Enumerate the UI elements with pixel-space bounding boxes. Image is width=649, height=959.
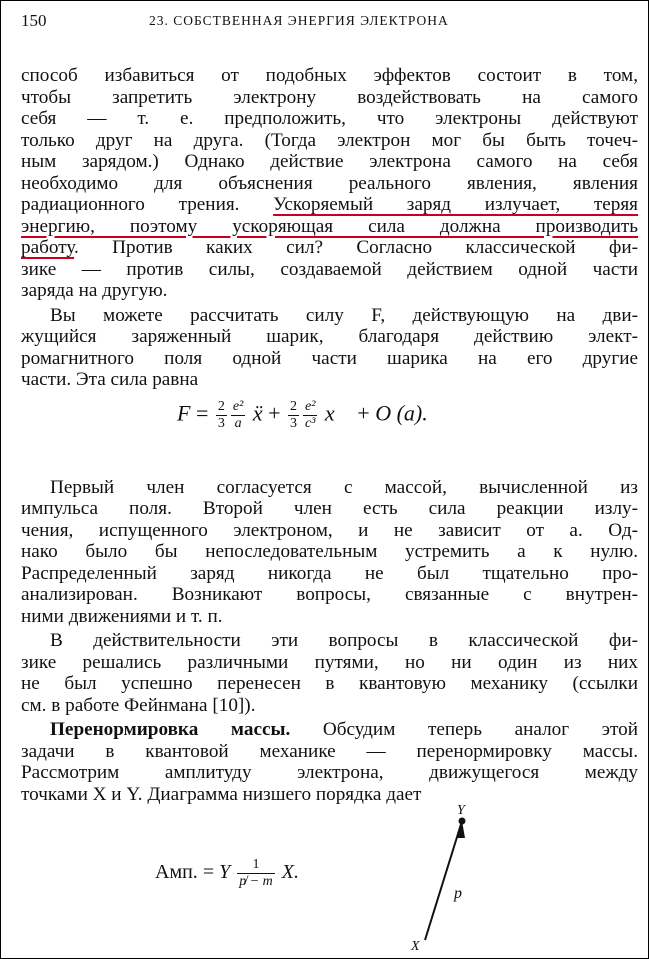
text-line: части. Эта сила равна [21,369,199,390]
text-line: задачи в квантовой механике — перенормировку массы. [21,740,638,762]
paragraph-2 [21,305,638,391]
vertex-dot [459,818,466,825]
text-segment: радиационного трения. [21,194,240,215]
force-formula [177,399,428,443]
text-line: чтобы запретить электрону воздействовать на самого [21,86,638,108]
label-y: Y [457,803,465,818]
underlined-text: Ускоряемый заряд излучает, теряя [273,194,638,215]
text-line: только друг на друга. (Тогда электрон мог бы быть точеч- [21,129,638,151]
underlined-text: энергию, поэтому ускоряющая сила должна производить [21,215,638,237]
text-line [21,194,638,216]
formula-lhs: F [177,400,191,426]
text-line: не был успешно перенесен в квантовую механику (ссылки [21,673,638,694]
text-line: импульса поля. Второй член есть сила реакции излу- [21,498,638,519]
text-line: анализирован. Возникают вопросы, связанные с внутрен- [21,584,638,605]
text-line [21,216,638,238]
fraction [288,399,299,432]
underlined-text: работу [21,237,75,258]
text-line: зике решались различными путями, но ни один из них [21,651,638,673]
text-segment: Обсудим теперь аналог этой [290,719,638,740]
fraction-num: e² [232,399,244,414]
text-line: Распределенный заряд никогда не был тщательно про- [21,562,638,584]
text-line: ними движениями и т. п. [21,605,223,627]
text-line: себя — т. е. предположить, что электроны действуют [21,108,638,129]
amplitude-x: X. [281,861,299,884]
fraction-den: c³ [304,416,316,431]
formula-remainder: O (a). [375,400,428,426]
label-p: p [454,885,462,902]
text-line: необходимо для объяснения реального явления, явления [21,172,638,194]
formula-term: x⃛ [324,400,352,426]
paragraph-3 [21,477,638,628]
text-line: ромагнитного поля одной части шарика на его другие [21,347,638,369]
text-line: ным зарядом.) Однако действие электрона самого на себя [21,151,638,172]
text-line [21,237,638,259]
text-line: см. в работе Фейнмана [10]). [21,694,256,716]
formula-term: ẍ [252,400,263,426]
text-line: точками X и Y. Диаграмма низшего порядка дает [21,783,422,805]
fraction-num: 2 [289,399,297,414]
text-line [21,719,638,741]
text-line: нако было бы непоследовательным устремить a к нулю. [21,541,638,562]
text-line: способ избавиться от подобных эффектов состоит в том, [21,65,638,86]
text-line: заряда на другую. [21,280,168,301]
fraction-den: p̸ − m [239,874,273,889]
running-head: 23. СОБСТВЕННАЯ ЭНЕРГИЯ ЭЛЕКТРОНА [149,13,449,28]
feynman-diagram [401,796,501,956]
propagator-line [425,821,462,940]
formula-plus: + [357,400,370,426]
amplitude-y: Y [219,861,231,884]
paragraph-4 [21,630,638,716]
text-line: Вы можете рассчитать силу F, действующую на дви- [50,304,638,326]
formula-equals: = [195,400,209,426]
page-number: 150 [21,11,47,30]
fraction-den: 3 [289,416,297,431]
fraction-num: 2 [217,399,225,414]
paragraph-5 [21,719,638,805]
label-x: X [411,939,420,954]
text-line: зике — против силы, создаваемой действием одной части [21,258,638,280]
text-line: В действительности эти вопросы в классической фи- [50,630,638,651]
fraction [216,399,227,432]
fraction-num: 1 [237,857,275,874]
fraction [231,399,245,432]
text-segment: . Против каких сил? Согласно классической фи- [74,237,638,258]
section-heading: Перенормировка массы. [50,719,291,740]
amplitude-lhs: Амп. [155,861,198,884]
fraction-den: 3 [217,416,225,431]
text-line: Первый член согласуется с массой, вычисленной из [50,476,638,498]
amplitude-formula [155,857,299,890]
fraction-num: e² [304,399,316,414]
fraction [237,857,275,890]
fraction [303,399,317,432]
formula-plus: + [268,400,281,426]
paragraph-1 [21,65,638,302]
fraction-den: a [234,416,242,431]
amplitude-equals: = [202,861,215,884]
text-line: чения, испущенного электроном, и не зависит от a. Од- [21,519,638,541]
page-header [21,11,628,35]
text-line: жущийся заряженный шарик, благодаря действию элект- [21,326,638,347]
text-line: Рассмотрим амплитуду электрона, движущегося между [21,762,638,783]
